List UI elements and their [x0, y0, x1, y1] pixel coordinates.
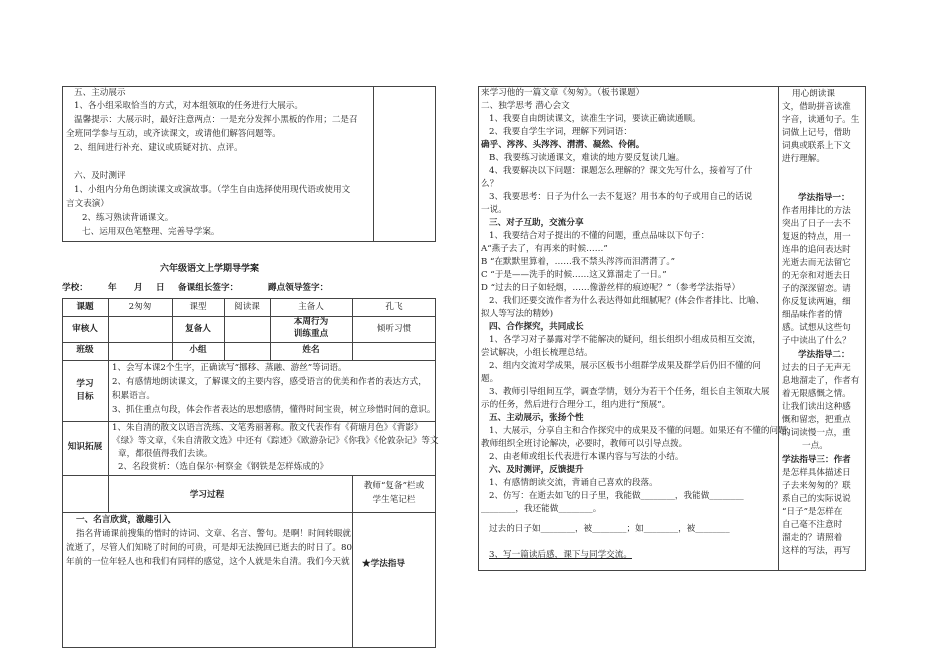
month-label: 月	[134, 283, 143, 293]
side-line: 学法指导二：	[798, 350, 850, 360]
cell-group-label: 小组	[189, 345, 207, 355]
text-line: 2、组间进行补充、建议或质疑对抗、点评。	[74, 143, 243, 153]
extension-item: 2、名段赏析：（选自保尔·柯察金《钢铁是怎样炼成的》	[118, 462, 329, 472]
side-line: 慨和留恋，把重点	[782, 415, 851, 425]
side-line: 是怎样具体描述日	[782, 468, 851, 478]
goal-item: 2、有感情地朗读课文，了解课文的主要内容，感受语言的优美和作者的表达方式，	[112, 377, 427, 387]
side-line: 着无限感慨之情。	[782, 389, 851, 399]
main-line: 五、主动展示，张扬个性	[489, 413, 584, 423]
side-line: 词典或联系上下文	[782, 141, 851, 151]
extension-item: 《绿》等文章，《朱自清散文选》中还有《踪迹》《欧游杂记》《你我》《伦敦杂记》等文	[112, 436, 439, 446]
main-line: ________，我还能做________。	[481, 504, 602, 514]
side-line: 突出了日子一去不	[782, 219, 851, 229]
side-line: 溜走的？请照着	[782, 533, 843, 543]
goal-item: 积累语言。	[112, 391, 155, 401]
goals-label: 目标	[76, 392, 94, 402]
side-line: 你反复读两遍，细	[782, 297, 851, 307]
goals-label: 学习	[76, 379, 94, 389]
text-line: 六、及时测评	[74, 171, 126, 181]
main-line: B、我要练习读通课文，难读的地方要反复读几遍。	[489, 153, 685, 163]
side-line: 系自己的实际说说	[782, 494, 851, 504]
side-line: 作者用排比的方法	[782, 206, 851, 216]
text-line: 1、小组内分角色朗读课文或演故事。（学生自由选择使用现代语或使用文	[74, 185, 351, 195]
cell-type: 阅读课	[234, 302, 260, 312]
process-line: 指名背诵课前搜集的惜时的诗词、文章、名言、警句。是啊！时间转眼就	[76, 529, 352, 539]
right-column-divider	[778, 86, 779, 571]
main-line: 四、合作探究，共同成长	[489, 322, 584, 332]
text-line: 言文表演）	[66, 199, 109, 209]
row-line	[62, 360, 436, 361]
cell-type-label: 课型	[189, 302, 207, 312]
main-line: 3、写一篇读后感，课下与同学交流。	[489, 550, 632, 560]
main-line: 题。	[481, 374, 499, 384]
notes-column-label: 学生笔记栏	[372, 495, 416, 505]
side-line: 细品味作者的情	[782, 310, 843, 320]
main-line: 教师组织全班讨论解决，必要时，教师可以引导点拨。	[481, 439, 688, 449]
side-line: 息地溜走了，作者有	[782, 376, 860, 386]
main-line: 二、独学思考 潜心会文	[481, 101, 570, 111]
main-line: 1、大展示，分享自主和合作探究中的成果及不懂的问题。如果还有不懂的问题，	[489, 426, 796, 436]
side-line: 光逝去而无法留它	[782, 258, 851, 268]
side-line: 子中读出了什么？	[782, 336, 851, 346]
side-line: 的词读慢一点，重	[782, 428, 851, 438]
main-line: 尝试解决，小组长梳理总结。	[481, 348, 593, 358]
main-line: 1、我要自由朗读课文，读准生字词，要读正确读通顺。	[489, 114, 701, 124]
main-line: 2、我要自学生字词，理解下列词语：	[489, 127, 632, 137]
group-leader-sign-label: 备课组长签字：	[178, 283, 239, 293]
side-line: 字音，读通句子。生	[782, 115, 860, 125]
side-line: 过去的日子无声无	[782, 363, 851, 373]
main-line: C “于是——洗手的时候……这又算溜走了一日。”	[481, 270, 667, 280]
row-line	[62, 316, 436, 317]
extension-item: 章，都很值得我们去读。	[118, 449, 213, 459]
side-line: 连串的追问表达时	[782, 245, 851, 255]
text-line: 2、练习熟读背诵课文。	[82, 213, 174, 223]
main-line: 2、由老师或组长代表进行本课内容与写法的小结。	[489, 452, 684, 462]
document-title: 六年级语文上学期导学案	[160, 264, 260, 274]
lead-sign-label: 蹲点领导签字：	[268, 283, 329, 293]
cell-class-label: 班级	[76, 345, 94, 355]
row-line	[62, 512, 436, 513]
side-line: 进行理解。	[782, 154, 825, 164]
main-line: 2、仿写：在逝去如飞的日子里，我能做________，我能做________	[489, 491, 744, 501]
extension-label: 知识拓展	[67, 442, 103, 452]
main-line: B “在默默里算着，……我不禁头涔涔而泪潸潸了。”	[481, 257, 676, 267]
side-line: 让我们读出这种感	[782, 402, 851, 412]
cell-topic: 2匆匆	[128, 302, 152, 312]
cell-main-preparer: 孔飞	[385, 302, 403, 312]
school-label: 学校：	[62, 283, 88, 293]
notes-column-label: 教师“复备”栏或	[363, 481, 425, 491]
side-line: 一点。	[802, 441, 828, 451]
cell-reviewer-label: 审核人	[72, 324, 98, 334]
text-line: 七、运用双色笔整理、完善导学案。	[82, 227, 220, 237]
goal-item: 3、抓住重点句段，体会作者表达的思想感情，懂得时间宝贵，树立珍惜时间的意识。	[112, 405, 436, 415]
extension-item: 1、朱自清的散文以语言洗练、文笔秀丽著称。散文代表作有《荷塘月色》《背影》	[112, 423, 423, 433]
info-line	[62, 282, 436, 296]
main-line: 1、各学习对子暴露对学不能解决的疑问，组长组织小组成员相互交流，	[489, 335, 761, 345]
text-line: 全班同学参与互动，或齐读课文，或请他们解答问题等。	[66, 129, 281, 139]
cell-weekly-focus-label-2: 训练重点	[293, 329, 329, 339]
cell-weekly-focus: 倾听习惯	[376, 324, 412, 334]
text-line: 五、主动展示	[74, 88, 126, 98]
text-line: 1、各小组采取恰当的方式，对本组领取的任务进行大展示。	[74, 101, 303, 111]
side-line: 的无奈和对逝去日	[782, 271, 851, 281]
left-top-divider	[373, 86, 374, 242]
side-line: 复返的特点，用一	[782, 232, 851, 242]
main-line: 过去的日子如________，被________；如________，被________	[489, 524, 730, 534]
side-line: 文，借助拼音读准	[782, 102, 851, 112]
main-line: D “过去的日子如轻烟，……像游丝样的痕迹呢？”（参考学法指导）	[481, 283, 741, 293]
process-line: 一、名言欣赏，激趣引入	[76, 515, 171, 525]
main-line: 4、我要解决以下问题：课题怎么理解的？课文先写什么，接着写了什	[489, 166, 753, 176]
main-line: 2、我们还要交流作者为什么表达得如此细腻呢？(体会作者排比、比喻、	[489, 296, 765, 306]
cell-name-label: 姓名	[302, 345, 320, 355]
row-line	[62, 342, 436, 343]
main-line: 3、我要思考：日子为什么一去不复返？用书本的句子或用自己的话说	[489, 192, 753, 202]
side-line: 子的深深留恋。请	[782, 284, 851, 294]
col-line	[108, 298, 109, 512]
main-line: 3、教师引导组间互学，调查学情，划分为若干个任务，组长自主领取大展	[489, 387, 770, 397]
side-line: 学法指导一：	[798, 193, 850, 203]
main-line: 一说。	[481, 205, 507, 215]
process-line: 年前的一位年轻人也和我们有同样的感觉，这个人就是朱自清。我们今天就	[66, 557, 350, 567]
cell-co-preparer-label: 复备人	[185, 324, 211, 334]
row-line	[62, 475, 436, 476]
main-line: A“燕子去了，有再来的时候……”	[481, 244, 608, 254]
main-line: 么？	[481, 179, 499, 189]
main-line: 拟人等写法的精妙)	[481, 309, 554, 319]
side-line: 自己毫不注意时	[782, 520, 843, 530]
text-line: 温馨提示：大展示时，最好注意两点：一是充分发挥小黑板的作用；二是召	[74, 115, 358, 125]
year-label: 年	[108, 283, 117, 293]
side-line: 词做上记号，借助	[782, 128, 851, 138]
process-label: 学习过程	[189, 490, 225, 500]
side-line: 学法指导三：作者	[782, 455, 851, 465]
day-label: 日	[156, 283, 165, 293]
goal-item: 1、会写本课2个生字，正确读写“挪移、蒸融、游丝”等词语。	[112, 363, 347, 373]
main-line: 来学习他的一篇文章《匆匆》。（板书课题）	[481, 88, 645, 98]
main-line: 六、及时测评，反馈提升	[489, 465, 584, 475]
method-guide-star: ★学法指导	[362, 559, 405, 569]
cell-main-preparer-label: 主备人	[298, 302, 324, 312]
main-line: 1、我要结合对子提出的不懂的问题，重点品味以下句子：	[489, 231, 710, 241]
main-line: 确乎、涔涔、头涔涔、潸潸、凝然、伶俐。	[481, 140, 645, 150]
cell-weekly-focus-label-1: 本周行为	[293, 317, 329, 327]
process-line: 流逝了，尽管人们知晓了时间的可贵，可是却无法挽回已逝去的时日了。80	[66, 543, 352, 553]
side-line: 子去来匆匆的？联	[782, 481, 851, 491]
main-line: 2、组内交流对学成果，展示区板书小组群学成果及群学后仍旧不懂的问	[489, 361, 761, 371]
side-line: 用心朗读课	[792, 89, 835, 99]
side-line: “日子”是怎样在	[782, 507, 843, 517]
main-line: 示的任务，然后进行合理分工，组内进行“预展”。	[481, 400, 671, 410]
side-line: 这样的写法，再写	[782, 546, 851, 556]
cell-topic-label: 课题	[76, 302, 94, 312]
main-line: 1、有感情朗读交流，背诵自己喜欢的段落。	[489, 478, 658, 488]
main-line: 三、对子互助，交流分享	[489, 218, 584, 228]
side-line: 感。试想从这些句	[782, 323, 851, 333]
